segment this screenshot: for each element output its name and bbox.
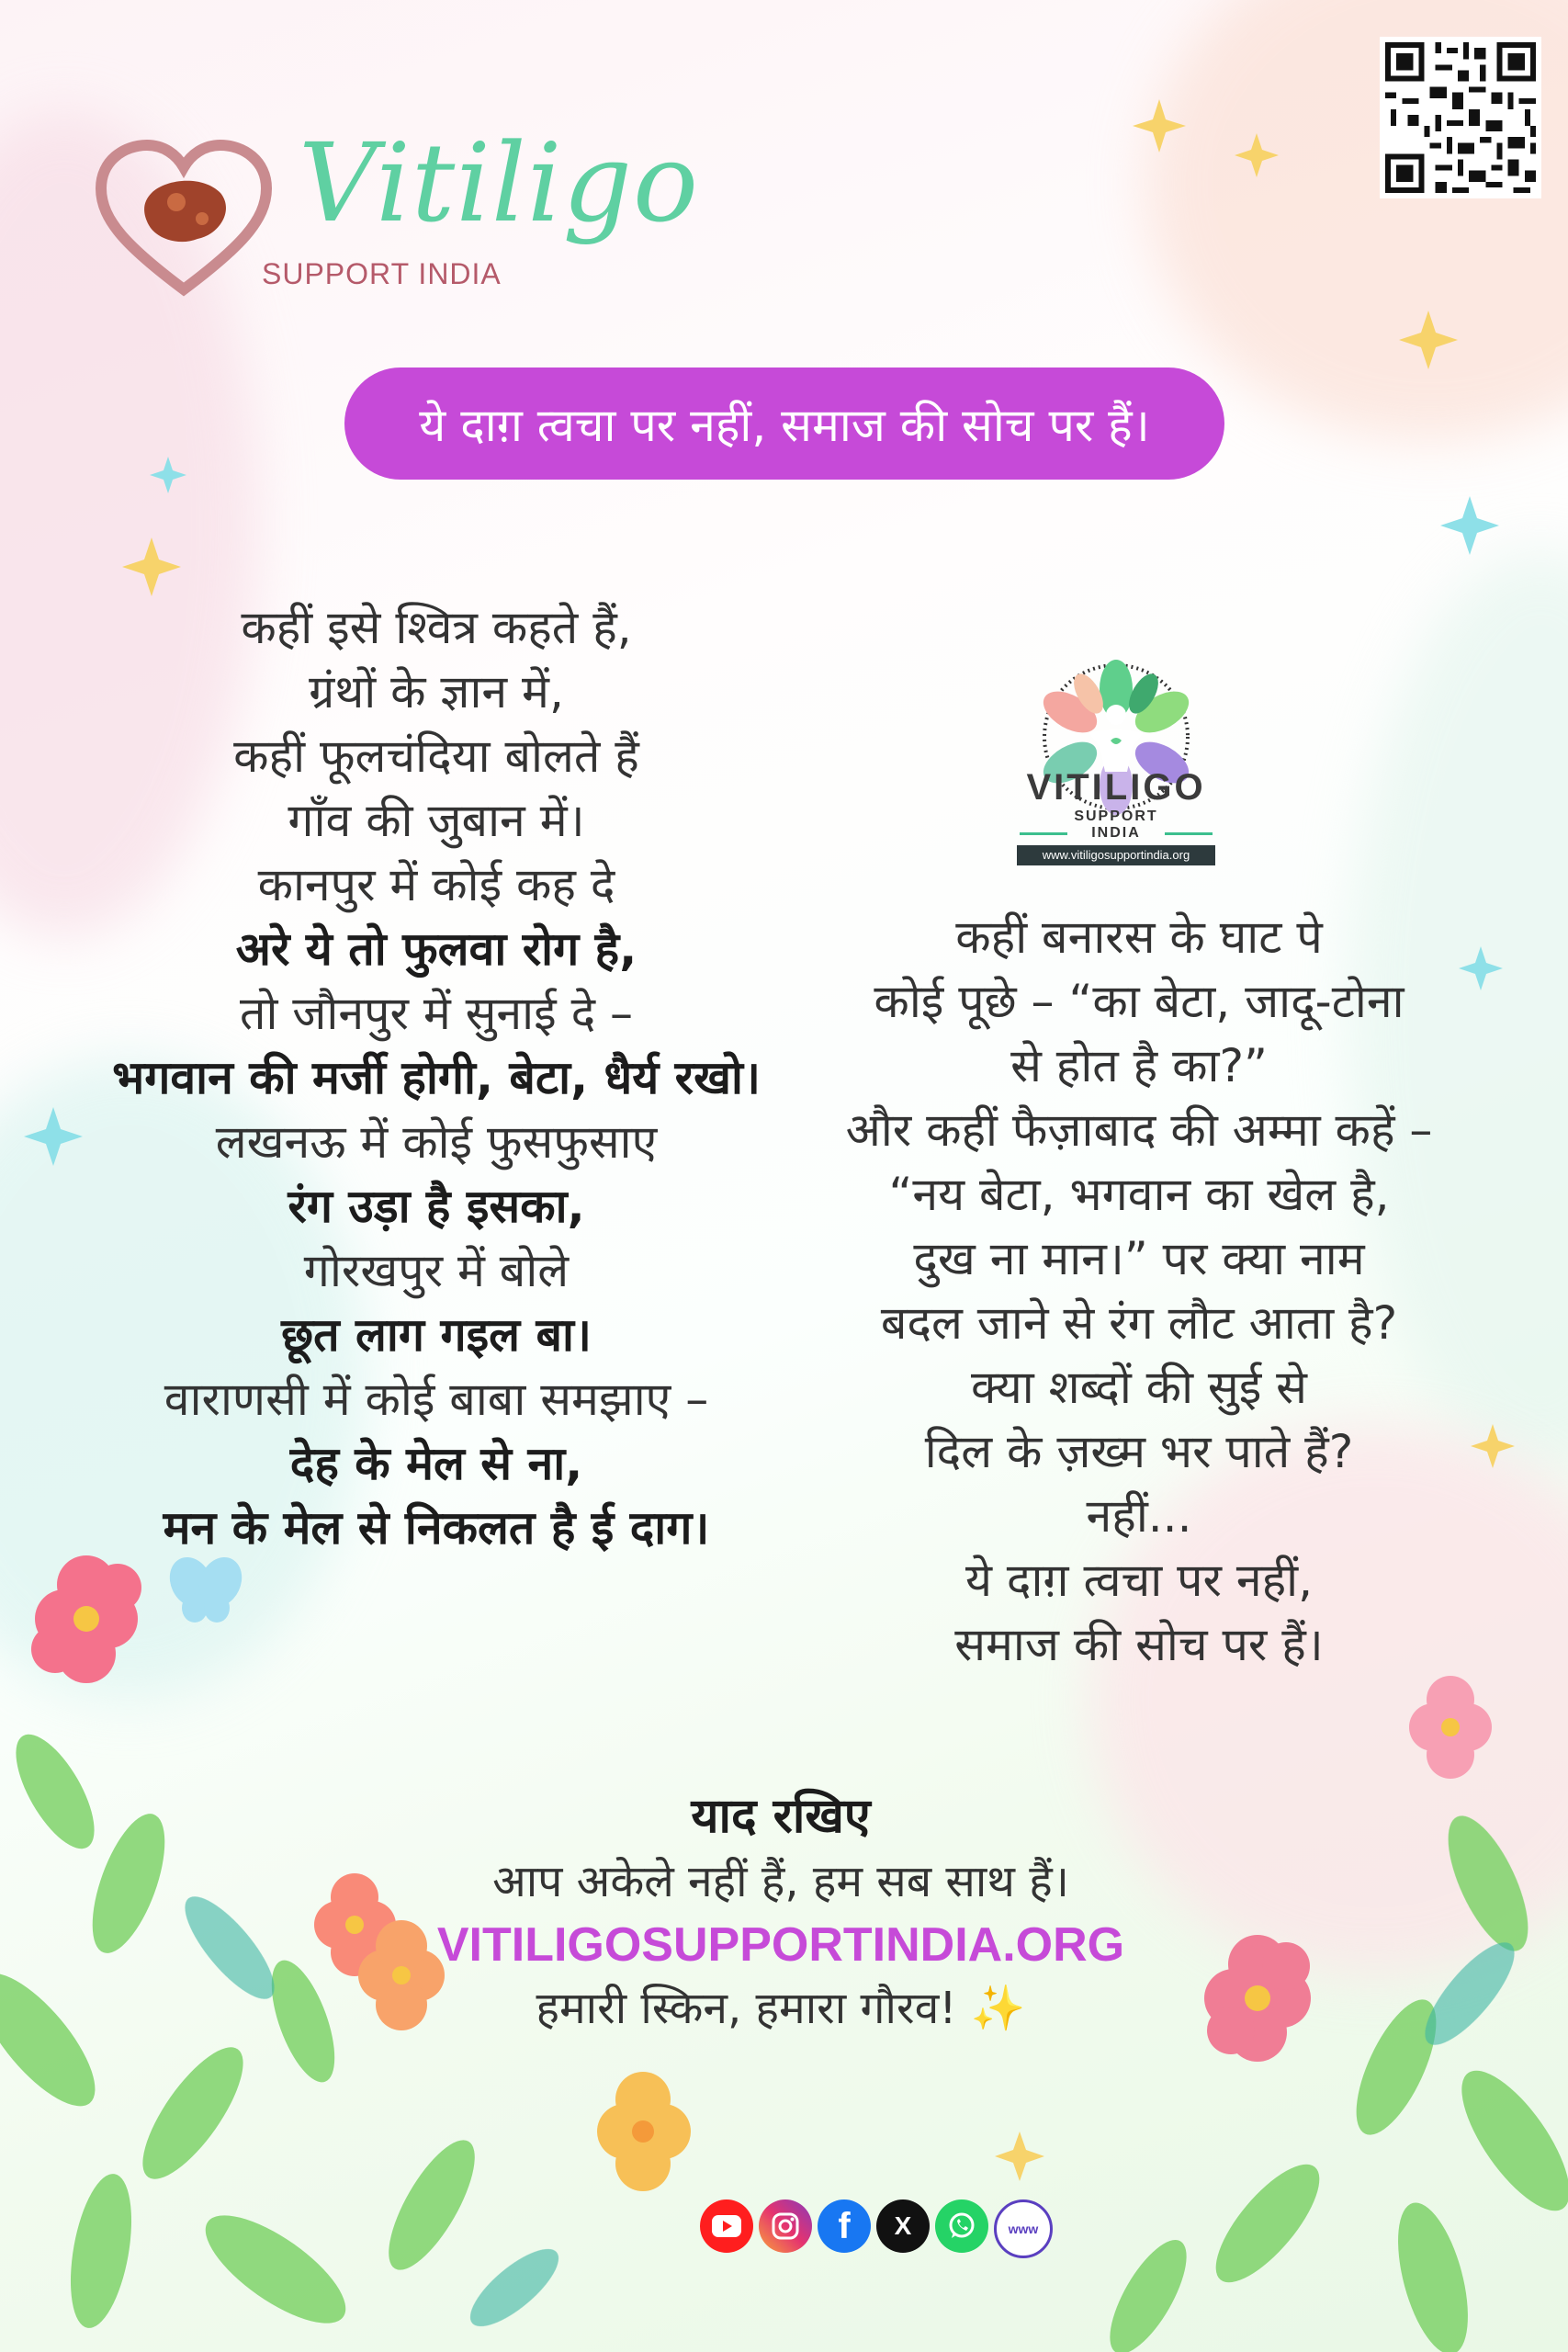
closing-slogan: हमारी स्किन, हमारा गौरव! ✨ xyxy=(536,1983,1026,2034)
poem-line: बदल जाने से रंग लौट आता है? xyxy=(880,1296,1398,1350)
emblem-subtitle: INDIA xyxy=(1091,825,1141,841)
poem-line: गाँव की जुबान में। xyxy=(288,794,585,847)
poem-line: “नय बेटा, भगवान का खेल है, xyxy=(888,1168,1390,1221)
poem-line: गोरखपुर में बोले xyxy=(303,1244,570,1297)
emblem-subtitle: SUPPORT xyxy=(1074,808,1158,824)
logo-tagline: SUPPORT INDIA xyxy=(262,257,502,290)
poem-line: वाराणसी में कोई बाबा समझाए – xyxy=(164,1373,709,1426)
brand-logo[interactable] xyxy=(92,119,700,312)
qr-code[interactable] xyxy=(1380,37,1541,198)
emblem-url[interactable]: www.vitiligosupportindia.org xyxy=(1017,845,1215,865)
facebook-icon[interactable]: f xyxy=(818,2199,871,2253)
poem-line: कोई पूछे – “का बेटा, जादू-टोना xyxy=(874,975,1404,1028)
poem-line: और कहीं फैज़ाबाद की अम्मा कहें – xyxy=(845,1103,1433,1157)
poem-left-column xyxy=(37,595,836,1560)
poem-line-bold: मन के मेल से निकलत है ई दाग। xyxy=(163,1501,710,1555)
poem-line: तो जौनपुर में सुनाई दे – xyxy=(239,987,634,1040)
poem-line: दुख ना मान।” पर क्या नाम xyxy=(913,1232,1365,1285)
closing-block xyxy=(276,1782,1286,2040)
poem-line: ग्रंथों के ज्ञान में, xyxy=(309,665,564,718)
website-icon[interactable]: www xyxy=(994,2199,1053,2258)
poem-line: से होत है का?” xyxy=(1010,1039,1268,1092)
x-icon[interactable]: X xyxy=(876,2199,930,2253)
butterfly-icon xyxy=(162,1550,250,1623)
poem-line: ये दाग़ त्वचा पर नहीं, xyxy=(965,1554,1313,1607)
youtube-icon[interactable] xyxy=(700,2199,753,2253)
poem-line: कहीं फूलचंदिया बोलते हैं xyxy=(233,729,639,783)
poem-line: कहीं इसे श्वित्र कहते हैं, xyxy=(241,601,632,654)
poem-line: नहीं... xyxy=(1086,1489,1192,1543)
headline-text: ये दाग़ त्वचा पर नहीं, समाज की सोच पर हैं। xyxy=(419,399,1150,452)
whatsapp-icon[interactable] xyxy=(935,2199,988,2253)
instagram-icon[interactable] xyxy=(759,2199,812,2253)
poem-line: कानपुर में कोई कह दे xyxy=(257,858,615,911)
poem-line: क्या शब्दों की सुई से xyxy=(971,1361,1307,1414)
poem-right-column xyxy=(799,905,1479,1677)
social-links xyxy=(700,2199,1053,2258)
logo-wordmark: Vitiligo xyxy=(299,119,700,246)
closing-heading: याद रखिए xyxy=(691,1789,871,1844)
poem-line-bold: अरे ये तो फुलवा रोग है, xyxy=(235,922,637,976)
poem-line: समाज की सोच पर हैं। xyxy=(954,1618,1324,1671)
emblem-name: VITILIGO xyxy=(1026,767,1206,808)
poem-line: कहीं बनारस के घाट पे xyxy=(955,910,1323,964)
poem-line-bold: देह के मेल से ना, xyxy=(289,1437,583,1490)
poem-line-bold: छूत लाग गइल बा। xyxy=(281,1308,592,1362)
headline-banner xyxy=(344,368,1224,480)
heart-logo-icon xyxy=(92,138,276,303)
poem-line-bold: भगवान की मर्जी होगी, बेटा, धैर्य रखो। xyxy=(112,1051,761,1104)
poem-line-bold: रंग उड़ा है इसका, xyxy=(288,1180,585,1233)
poem-line: दिल के ज़ख्म भर पाते हैं? xyxy=(924,1425,1354,1478)
closing-line: आप अकेले नहीं हैं, हम सब साथ हैं। xyxy=(492,1856,1069,1907)
poem-line: लखनऊ में कोई फुसफुसाए xyxy=(215,1115,658,1169)
website-link[interactable]: VITILIGOSUPPORTINDIA.ORG xyxy=(436,1918,1125,1972)
